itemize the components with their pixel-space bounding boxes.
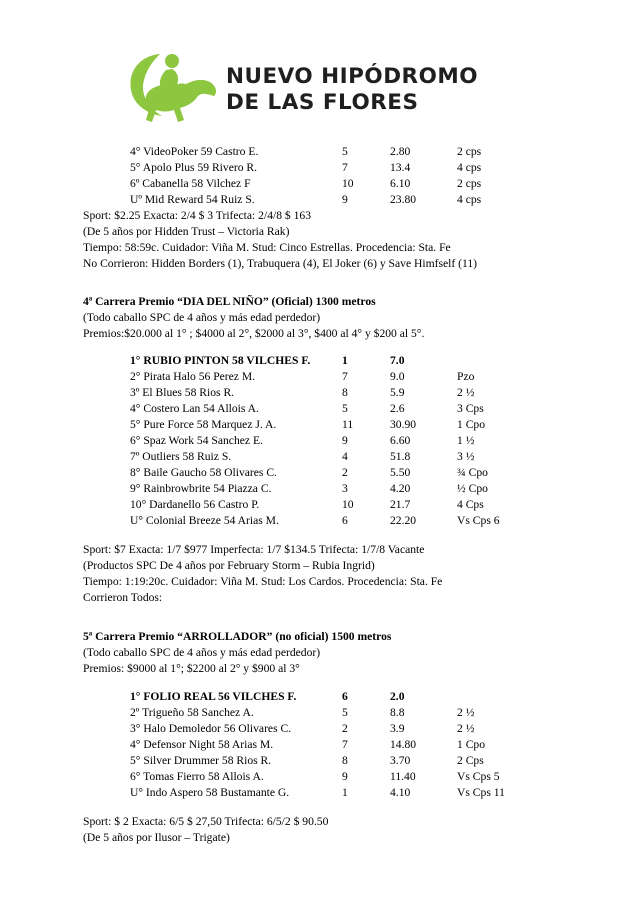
margin-cell: Pzo — [457, 370, 475, 383]
dividend-cell: 8.8 — [390, 706, 405, 719]
dividend-cell: 14.80 — [390, 738, 417, 751]
horse-cell: 2º Trigueño 58 Sanchez A. — [130, 706, 254, 719]
result-row — [0, 370, 638, 384]
number-cell: 7 — [342, 738, 348, 751]
dividend-cell: 51.8 — [390, 450, 411, 463]
dividend-cell: 6.10 — [390, 177, 411, 190]
result-row — [0, 161, 638, 175]
margin-cell: ½ Cpo — [457, 482, 488, 495]
horse-cell: 9° Rainbrowbrite 54 Piazza C. — [130, 482, 272, 495]
result-row — [0, 402, 638, 416]
dividend-cell: 6.60 — [390, 434, 411, 447]
result-row — [0, 177, 638, 191]
result-row — [0, 466, 638, 480]
logo-title-line1: NUEVO HIPÓDROMO — [226, 64, 479, 89]
number-cell: 3 — [342, 482, 348, 495]
horse-cell: 4° Costero Lan 54 Allois A. — [130, 402, 259, 415]
dividend-cell: 5.9 — [390, 386, 405, 399]
dividend-cell: 2.6 — [390, 402, 405, 415]
sport-line: Sport: $7 Exacta: 1/7 $977 Imperfecta: 1/7 $134.5 Trifecta: 1/7/8 Vacante — [83, 543, 425, 556]
winner-row — [0, 690, 638, 704]
result-row — [0, 418, 638, 432]
number-cell: 5 — [342, 706, 348, 719]
number-cell: 9 — [342, 770, 348, 783]
horse-cell: 1° RUBIO PINTON 58 VILCHES F. — [130, 354, 311, 367]
margin-cell: Vs Cps 11 — [457, 786, 505, 799]
result-row — [0, 498, 638, 512]
sport-line: Sport: $ 2 Exacta: 6/5 $ 27,50 Trifecta: 6/5/2 $ 90.50 — [83, 815, 329, 828]
number-cell: 6 — [342, 514, 348, 527]
race-prizes: Premios: $9000 al 1°; $2200 al 2° y $900 al 3° — [83, 662, 300, 675]
horse-cell: 7º Outliers 58 Ruiz S. — [130, 450, 232, 463]
number-cell: 10 — [342, 498, 354, 511]
dividend-cell: 9.0 — [390, 370, 405, 383]
number-cell: 1 — [342, 786, 348, 799]
margin-cell: 2 cps — [457, 177, 482, 190]
margin-cell: ¾ Cpo — [457, 466, 488, 479]
horse-cell: 8° Baile Gaucho 58 Olivares C. — [130, 466, 277, 479]
breeding-line: (De 5 años por Hidden Trust – Victoria Rak) — [83, 225, 290, 238]
horse-cell: 1° FOLIO REAL 56 VILCHES F. — [130, 690, 297, 703]
margin-cell: 4 cps — [457, 161, 482, 174]
number-cell: 5 — [342, 402, 348, 415]
sport-line: Sport: $2.25 Exacta: 2/4 $ 3 Trifecta: 2/4/8 $ 163 — [83, 209, 311, 222]
time-line: Tiempo: 1:19:20c. Cuidador: Viña M. Stud: Los Cardos. Procedencia: Sta. Fe — [83, 575, 443, 588]
dividend-cell: 13.4 — [390, 161, 411, 174]
dividend-cell: 23.80 — [390, 193, 417, 206]
number-cell: 9 — [342, 434, 348, 447]
dividend-cell: 4.20 — [390, 482, 411, 495]
logo-title-line2: DE LAS FLORES — [226, 90, 419, 115]
number-cell: 10 — [342, 177, 354, 190]
number-cell: 1 — [342, 354, 348, 367]
margin-cell: 3 ½ — [457, 450, 475, 463]
margin-cell: 4 Cps — [457, 498, 484, 511]
number-cell: 7 — [342, 370, 348, 383]
horse-cell: 4° VideoPoker 59 Castro E. — [130, 145, 259, 158]
scratched-line: Corrieron Todos: — [83, 591, 163, 604]
number-cell: 8 — [342, 386, 348, 399]
number-cell: 2 — [342, 466, 348, 479]
number-cell: 7 — [342, 161, 348, 174]
margin-cell: 2 ½ — [457, 386, 475, 399]
horse-cell: Uº Mid Reward 54 Ruiz S. — [130, 193, 255, 206]
horse-rider-icon — [122, 50, 222, 130]
horse-cell: U° Colonial Breeze 54 Arias M. — [130, 514, 279, 527]
result-row — [0, 482, 638, 496]
horse-cell: 5° Pure Force 58 Marquez J. A. — [130, 418, 277, 431]
race-title: 5ª Carrera Premio “ARROLLADOR” (no oficial) 1500 metros — [83, 630, 392, 643]
result-row — [0, 145, 638, 159]
breeding-line: (Productos SPC De 4 años por February Storm – Rubia Ingrid) — [83, 559, 375, 572]
margin-cell: 1 ½ — [457, 434, 475, 447]
dividend-cell: 4.10 — [390, 786, 411, 799]
horse-cell: U° Indo Aspero 58 Bustamante G. — [130, 786, 290, 799]
dividend-cell: 22.20 — [390, 514, 417, 527]
breeding-line: (De 5 años por Ilusor – Trigate) — [83, 831, 230, 844]
margin-cell: 1 Cpo — [457, 418, 486, 431]
dividend-cell: 3.9 — [390, 722, 405, 735]
number-cell: 6 — [342, 690, 348, 703]
race-conditions: (Todo caballo SPC de 4 años y más edad perdedor) — [83, 311, 321, 324]
margin-cell: Vs Cps 5 — [457, 770, 500, 783]
margin-cell: 2 ½ — [457, 706, 475, 719]
scratched-line: No Corrieron: Hidden Borders (1), Trabuquera (4), El Joker (6) y Save Himfself (11) — [83, 257, 477, 270]
result-row — [0, 386, 638, 400]
number-cell: 11 — [342, 418, 354, 431]
result-row — [0, 770, 638, 784]
race-title: 4ª Carrera Premio “DIA DEL NIÑO” (Oficial) 1300 metros — [83, 295, 376, 308]
dividend-cell: 21.7 — [390, 498, 411, 511]
dividend-cell: 2.80 — [390, 145, 411, 158]
hipodromo-logo — [122, 50, 479, 130]
result-row — [0, 193, 638, 207]
dividend-cell: 2.0 — [390, 690, 405, 703]
horse-cell: 4° Defensor Night 58 Arias M. — [130, 738, 274, 751]
margin-cell: 4 cps — [457, 193, 482, 206]
race-prizes: Premios:$20.000 al 1° ; $4000 al 2°, $2000 al 3°, $400 al 4° y $200 al 5°. — [83, 327, 425, 340]
number-cell: 4 — [342, 450, 348, 463]
horse-cell: 2° Pirata Halo 56 Perez M. — [130, 370, 256, 383]
result-row — [0, 706, 638, 720]
margin-cell: 3 Cps — [457, 402, 484, 415]
result-row — [0, 754, 638, 768]
result-row — [0, 434, 638, 448]
number-cell: 8 — [342, 754, 348, 767]
dividend-cell: 3.70 — [390, 754, 411, 767]
winner-row — [0, 354, 638, 368]
time-line: Tiempo: 58:59c. Cuidador: Viña M. Stud: Cinco Estrellas. Procedencia: Sta. Fe — [83, 241, 451, 254]
result-row — [0, 450, 638, 464]
dividend-cell: 5.50 — [390, 466, 411, 479]
number-cell: 2 — [342, 722, 348, 735]
result-row — [0, 786, 638, 800]
number-cell: 5 — [342, 145, 348, 158]
horse-cell: 5° Silver Drummer 58 Rios R. — [130, 754, 272, 767]
dividend-cell: 11.40 — [390, 770, 416, 783]
horse-cell: 6° Spaz Work 54 Sanchez E. — [130, 434, 263, 447]
result-row — [0, 514, 638, 528]
horse-cell: 6º Cabanella 58 Vilchez F — [130, 177, 251, 190]
margin-cell: 2 ½ — [457, 722, 475, 735]
result-row — [0, 738, 638, 752]
number-cell: 9 — [342, 193, 348, 206]
dividend-cell: 30.90 — [390, 418, 417, 431]
dividend-cell: 7.0 — [390, 354, 405, 367]
margin-cell: 2 cps — [457, 145, 482, 158]
race-conditions: (Todo caballo SPC de 4 años y más edad perdedor) — [83, 646, 321, 659]
result-row — [0, 722, 638, 736]
horse-cell: 3° Halo Demoledor 56 Olivares C. — [130, 722, 292, 735]
horse-cell: 6° Tomas Fierro 58 Allois A. — [130, 770, 264, 783]
margin-cell: Vs Cps 6 — [457, 514, 500, 527]
horse-cell: 10° Dardanello 56 Castro P. — [130, 498, 260, 511]
horse-cell: 3º El Blues 58 Rios R. — [130, 386, 235, 399]
margin-cell: 1 Cpo — [457, 738, 486, 751]
margin-cell: 2 Cps — [457, 754, 484, 767]
horse-cell: 5° Apolo Plus 59 Rivero R. — [130, 161, 258, 174]
